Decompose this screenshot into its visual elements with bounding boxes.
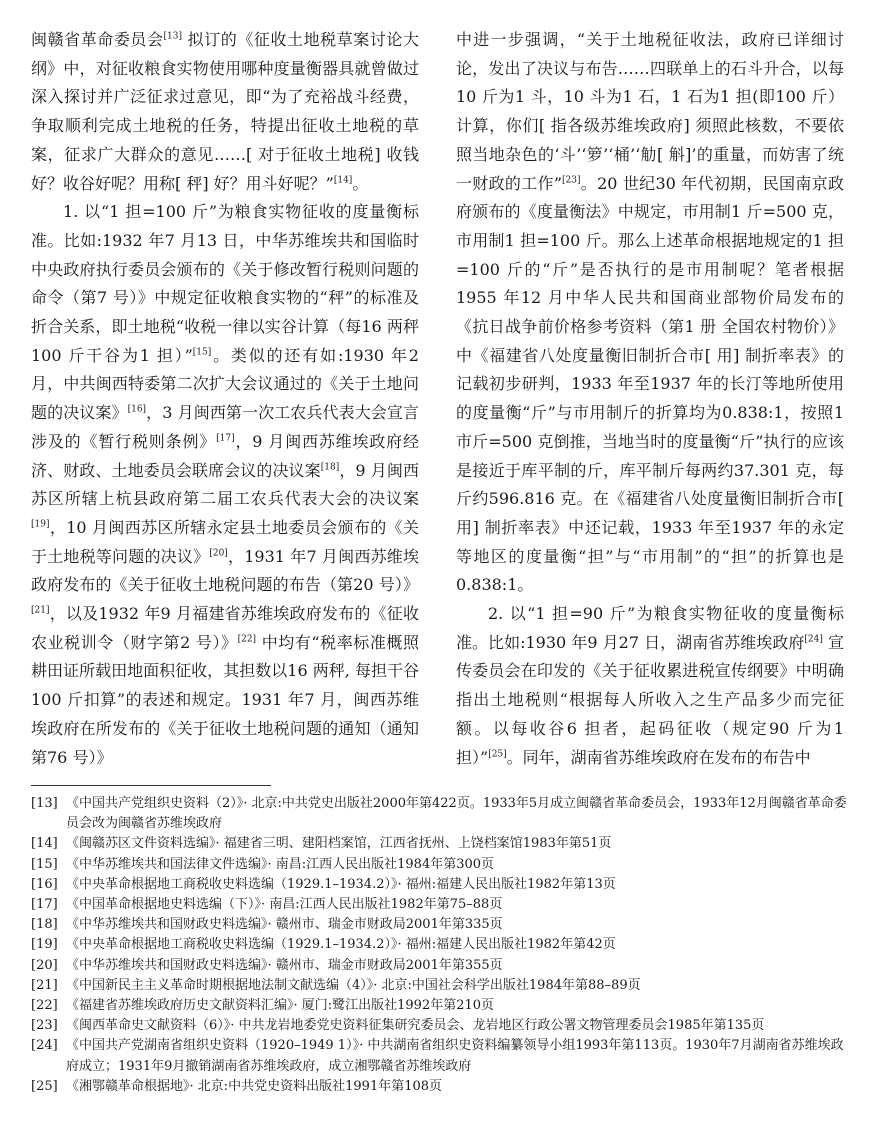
text-run: ，以及1932 年9 月福建省苏维埃政府发布的《征收农业税训令（财字第2 号）》 — [31, 604, 419, 652]
footnote-ref[interactable]: [17] — [216, 433, 235, 444]
footnote-number: [18] — [31, 917, 58, 933]
footnote-text: 《中国新民主主义革命时期根据地法制文献选编（4）》· 北京:中国社会科学出版社1984年第88–89页 — [66, 977, 641, 993]
text-run: ，9 月闽西苏维埃政府经济、财政、土地委员会联席会议的决议案 — [31, 431, 419, 480]
right-column — [456, 26, 844, 772]
footnote-item — [31, 855, 851, 875]
footnote-text: 《中央革命根据地工商税收史料选编（1929.1–1934.2）》· 福州:福建人民出版社1982年第13页 — [66, 876, 616, 892]
right-paragraph-standard-90 — [456, 600, 844, 772]
footnote-ref[interactable]: [18] — [320, 462, 340, 473]
footnotes — [31, 794, 851, 1097]
footnote-number: [22] — [31, 998, 58, 1014]
footnote-number: [23] — [31, 1018, 58, 1034]
footnote-item — [31, 1036, 851, 1076]
footnote-ref[interactable]: [19] — [31, 519, 50, 530]
footnote-item — [31, 996, 851, 1016]
footnote-text: 《中央革命根据地工商税收史料选编（1929.1–1934.2）》· 福州:福建人民出版社1982年第42页 — [66, 937, 616, 953]
footnote-ref[interactable]: [24] — [804, 634, 823, 645]
footnote-item — [31, 935, 851, 955]
text-run: 。 — [352, 173, 369, 193]
footnote-text: 《中华苏维埃共和国财政史料选编》· 赣州市、瑞金市财政局2001年第335页 — [66, 917, 503, 933]
footnote-text: 《福建省苏维埃政府历史文献资料汇编》· 厦门:鹭江出版社1992年第210页 — [66, 998, 495, 1014]
footnote-ref[interactable]: [22] — [237, 634, 257, 645]
left-paragraph-standard-100 — [31, 198, 419, 772]
text-run: 1. 以“1 担=100 斤”为粮食实物征收的度量衡标准。比如:1932 年7 月13 日，中华苏维埃共和国临时中央政府执行委员会颁布的《关于修改暂行税则问题的命令（第7 号）》中规定征收粮食实物的“秤”的标准及折合关系，即土地税“收税一律以实谷计算（每16 两秤100 斤干谷为1 担）” — [31, 202, 419, 365]
footnote-item — [31, 875, 851, 895]
text-run: 中均有“税率标准概照耕田证所载田地面积征收，其担数以16 两秤, 每担干谷100 斤扣算”的表述和规定。1931 年7 月，闽西苏维埃政府在所发布的《关于征收土地税问题的通知（通知第76 号）》 — [31, 632, 419, 767]
footnote-number: [13] — [31, 796, 58, 811]
footnote-item — [31, 834, 851, 854]
footnote-text: 《中华苏维埃共和国法律文件选编》· 南昌:江西人民出版社1984年第300页 — [66, 856, 495, 872]
footnote-ref[interactable]: [15] — [192, 347, 212, 358]
footnote-number: [25] — [31, 1078, 58, 1094]
footnote-text: 《中国共产党组织史资料（2）》· 北京:中共党史出版社2000年第422页。1933年5月成立闽赣省革命委员会，1933年12月闽赣省革命委员会改为闽赣省苏维埃政府 — [66, 796, 847, 832]
text-run: 。20 世纪30 年代初期，民国南京政府颁布的《度量衡法》中规定，市用制1 斤=500 克，市用制1 担=100 斤。那么上述革命根据地规定的1 担=100 斤的“斤”是否执行的是市用制呢？笔者根据1955 年12 月中华人民共和国商业部物价局发布的《抗日战争前价格参考资料（第1 册 全国农村物价）》中《福建省八处度量衡旧制折合市[ 用] 制折率表》的记载初步研判，1933 年至1937 年的长汀等地所使用的度量衡“斤”与市用制斤的折算均为0.838:1，按照1 市斤=500 克倒推，当地当时的度量衡“斤”执行的应该是接近于库平制的斤，库平制斤每两约37.301 克，每斤约596.816 克。在《福建省八处度量衡旧制折合市[ 用] 制折率表》中还记载，1933 年至1937 年的永定等地区的度量衡“担”与“市用制”的“担”的折算也是0.838:1。 — [456, 173, 844, 595]
footnote-item — [31, 956, 851, 976]
footnote-text: 《闽赣苏区文件资料选编》· 福建省三明、建阳档案馆，江西省抚州、上饶档案馆1983年第51页 — [66, 836, 612, 852]
footnote-item — [31, 794, 851, 834]
text-run: 。同年，湖南省苏维埃政府在发布的布告中 — [506, 747, 811, 767]
footnote-ref[interactable]: [25] — [488, 749, 507, 760]
footnote-text: 《闽西革命史文献资料（6）》· 中共龙岩地委党史资料征集研究委员会、龙岩地区行政公署文物管理委员会1985年第135页 — [66, 1018, 765, 1034]
footnote-number: [24] — [31, 1038, 58, 1054]
text-run: 2. 以“1 担=90 斤”为粮食实物征收的度量衡标准。比如:1930 年9 月27 日，湖南省苏维埃政府 — [456, 604, 844, 652]
footnote-divider — [31, 785, 271, 786]
left-paragraph-continued — [31, 26, 419, 198]
footnote-number: [17] — [31, 897, 58, 913]
footnote-number: [21] — [31, 977, 58, 993]
footnote-number: [14] — [31, 836, 58, 852]
footnote-number: [20] — [31, 957, 58, 973]
left-column — [31, 26, 419, 772]
footnote-ref[interactable]: [23] — [562, 175, 581, 186]
text-run: 中进一步强调，“关于土地税征收法，政府已详细讨论，发出了决议与布告……四联单上的石斗升合，以每10 斤为1 斗，10 斗为1 石，1 石为1 担(即100 斤）计算，你们[ 指各级苏维埃政府] 须照此核数，不要依照当地杂色的‘斗’‘箩’‘桶’‘觔[ 斛]’的重量，而妨害了统一财政的工作” — [456, 30, 844, 193]
text-run: ，10 月闽西苏区所辖永定县土地委员会颁布的《关于土地税等问题的决议》 — [31, 517, 419, 566]
footnote-item — [31, 976, 851, 996]
footnote-item — [31, 1016, 851, 1036]
right-paragraph-continued — [456, 26, 844, 600]
footnote-item — [31, 895, 851, 915]
footnote-item — [31, 915, 851, 935]
footnote-ref[interactable]: [16] — [127, 404, 147, 415]
footnote-number: [16] — [31, 876, 58, 892]
footnote-ref[interactable]: [13] — [163, 31, 182, 42]
footnote-number: [19] — [31, 937, 58, 953]
text-run: 闽赣省革命委员会 — [31, 30, 164, 49]
footnote-ref[interactable]: [20] — [209, 548, 228, 559]
footnote-number: [15] — [31, 856, 58, 872]
footnote-text: 《中国共产党湖南省组织史资料（1920–1949 1）》· 中共湖南省组织史资料编纂领导小组1993年第113页。1930年7月湖南省苏维埃政府成立；1931年9月撤销湖南省苏维埃政府，成立湘鄂赣省苏维埃政府 — [66, 1038, 844, 1074]
footnote-text: 《中国革命根据地史料选编（下）》· 南昌:江西人民出版社1982年第75–88页 — [66, 897, 503, 913]
text-run: 拟订的《征收土地税草案讨论大纲》中，对征收粮食实物使用哪种度量衡器具就曾做过深入探讨并广泛征求过意见，即“为了充裕战斗经费，争取顺利完成土地税的任务，特提出征收土地税的草案，征求广大群众的意见……[ 对于征收土地税] 收钱好？收谷好呢？用称[ 秤] 好？用斗好呢？” — [31, 30, 419, 193]
text-run: ，1931 年7 月闽西苏维埃政府发布的《关于征收土地税问题的布告（第20 号）》 — [31, 546, 419, 595]
text-run: ，3 月闽西第一次工农兵代表大会宣言涉及的《暂行税则条例》 — [31, 403, 419, 451]
footnote-text: 《中华苏维埃共和国财政史料选编》· 赣州市、瑞金市财政局2001年第355页 — [66, 957, 503, 973]
footnote-text: 《湘鄂赣革命根据地》· 北京:中共党史资料出版社1991年第108页 — [66, 1078, 443, 1094]
footnote-ref[interactable]: [21] — [31, 605, 50, 616]
text-run: 。类似的还有如:1930 年2 月，中共闽西特委第二次扩大会议通过的《关于土地问题的决议案》 — [31, 345, 419, 423]
text-run: ，9 月闽西苏区所辖上杭县政府第二届工农兵代表大会的决议案 — [31, 460, 419, 509]
text-run: 宣传委员会在印发的《关于征收累进税宣传纲要》中明确指出土地税则“根据每人所收入之生产品多少而完征额。以每收谷6 担者，起码征收（规定90 斤为1 担）” — [456, 632, 844, 767]
footnote-ref[interactable]: [14] — [333, 175, 353, 186]
footnote-item — [31, 1077, 851, 1097]
